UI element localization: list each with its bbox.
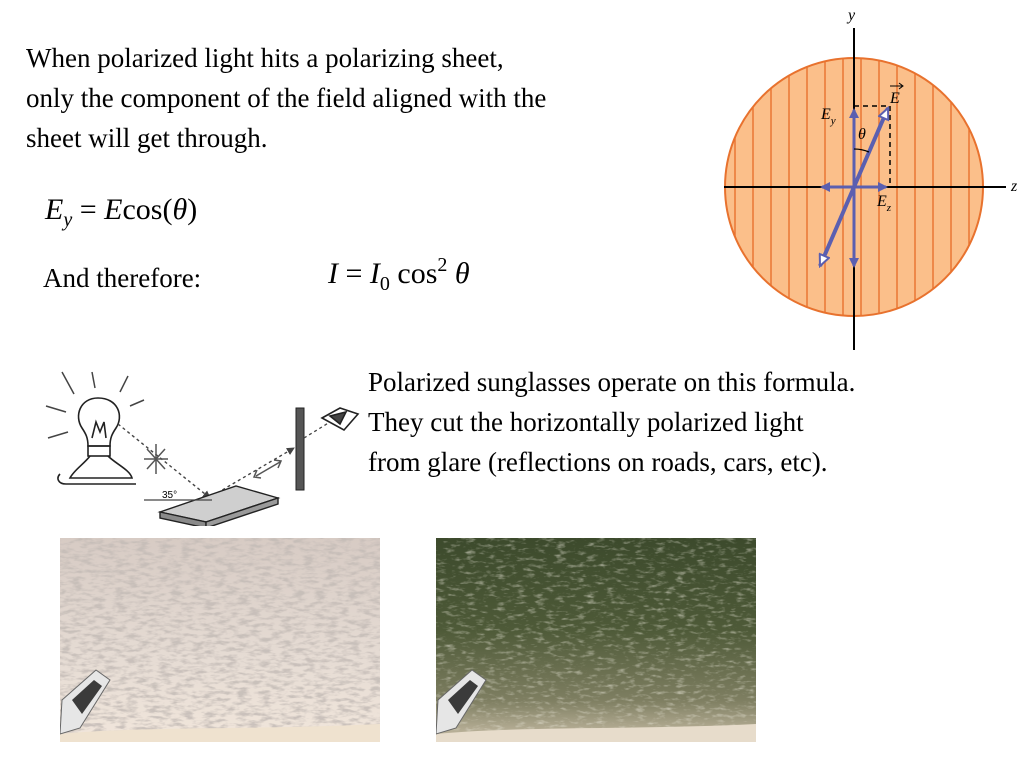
sunglasses-line-3: from glare (reflections on roads, cars, etc). [368, 447, 828, 477]
intro-paragraph [26, 38, 706, 158]
eq2-theta: θ [454, 257, 470, 290]
intro-line-2: only the component of the field aligned with the [26, 83, 547, 113]
eq1-lhs-sub: y [63, 209, 73, 231]
eq2-sup: 2 [437, 254, 448, 276]
y-axis-label: y [848, 7, 856, 24]
eq2-func: cos [397, 257, 438, 290]
equation-component [45, 192, 198, 231]
sunglasses-line-1: Polarized sunglasses operate on this formula. [368, 367, 856, 397]
angle-label: θ [858, 126, 866, 143]
eq1-rhs-var: E [104, 193, 123, 226]
eye-icon [322, 408, 358, 430]
eq2-equals: = [345, 257, 363, 290]
photo-water-polarized [436, 538, 756, 742]
equation-malus-law [328, 254, 470, 295]
eq2-rhs-sub: 0 [379, 273, 390, 295]
reflection-glare-diagram [40, 366, 360, 526]
eq2-lhs: I [328, 257, 338, 290]
sunglasses-line-2: They cut the horizontally polarized light [368, 407, 804, 437]
eq1-lhs: E [45, 193, 64, 226]
photo-water-with-glare [60, 538, 380, 742]
reflecting-surface [160, 486, 278, 526]
intro-line-3: sheet will get through. [26, 123, 268, 153]
reflected-ray [212, 448, 294, 496]
reflection-angle-label: 35° [162, 490, 178, 501]
therefore-label: And therefore: [43, 263, 202, 293]
horizontal-polarization-symbol [254, 460, 281, 478]
eq1-theta: θ [172, 193, 188, 226]
intro-line-1: When polarized light hits a polarizing sheet, [26, 43, 504, 73]
incident-ray [118, 424, 210, 498]
vector-label: E [890, 90, 900, 107]
eq1-equals: = [79, 193, 97, 226]
component-z-label: $E_z$ [877, 193, 892, 214]
eq1-func: cos( [122, 193, 173, 226]
polarizing-sheet-diagram [700, 0, 1024, 352]
component-y-label: $E_y$ [821, 106, 836, 127]
eq2-rhs-var: I [369, 257, 380, 290]
eq1-close: ) [187, 193, 198, 226]
lamp-bulb [58, 398, 136, 484]
polarizing-filter [296, 408, 304, 490]
view-ray [304, 422, 330, 438]
sunglasses-paragraph [368, 362, 1018, 482]
z-axis-label: z [1011, 178, 1018, 195]
